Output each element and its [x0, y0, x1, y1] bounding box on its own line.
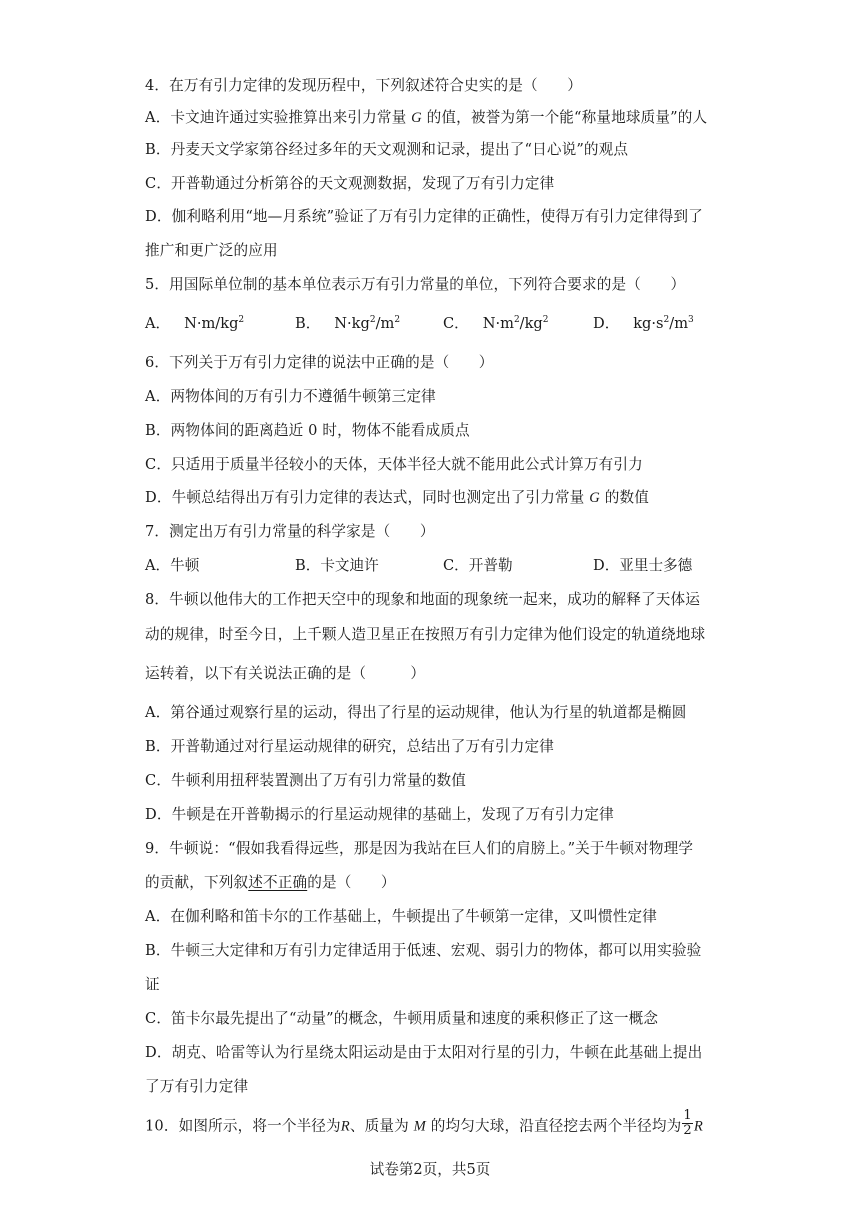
q8-option-d: D．牛顿是在开普勒揭示的行星运动规律的基础上，发现了万有引力定律 — [145, 806, 614, 823]
q9-option-b-line1: B．牛顿三大定律和万有引力定律适用于低速、宏观、弱引力的物体，都可以用实验验 — [145, 942, 702, 959]
q6-stem: 6．下列关于万有引力定律的说法中正确的是（ ） — [145, 354, 494, 371]
q4-option-b: B．丹麦天文学家第谷经过多年的天文观测和记录，提出了“日心说”的观点 — [145, 141, 629, 158]
q9-option-c: C．笛卡尔最先提出了“动量”的概念，牛顿用质量和速度的乘积修正了这一概念 — [145, 1010, 659, 1027]
q7-option-a: A．牛顿 — [145, 557, 200, 574]
q8-option-c: C．牛顿利用扭秤装置测出了万有引力常量的数值 — [145, 772, 466, 789]
q6-option-b: B．两物体间的距离趋近 0 时，物体不能看成质点 — [145, 422, 470, 439]
q4-stem: 4．在万有引力定律的发现历程中，下列叙述符合史实的是（ ） — [145, 77, 583, 94]
q9-underlined-keyword: 述不正确 — [248, 874, 308, 891]
q4-option-c: C．开普勒通过分析第谷的天文观测数据，发现了万有引力定律 — [145, 175, 555, 192]
q8-stem-line1: 8．牛顿以他伟大的工作把天空中的现象和地面的现象统一起来，成功的解释了天体运 — [145, 591, 700, 608]
q5-option-b: B． $N\cdot kg^2/m^2$ — [295, 315, 401, 332]
q10-stem: 10．如图所示，将一个半径为R、质量为 M 的均匀大球，沿直径挖去两个半径均为 $\frac{1}{2}$ R — [145, 1108, 703, 1138]
q4-option-d-line1: D．伽利略利用“地—月系统”验证了万有引力定律的正确性，使得万有引力定律得到了 — [145, 208, 703, 225]
q7-stem: 7．测定出万有引力常量的科学家是（ ） — [145, 523, 435, 540]
page-footer: 试卷第2页，共5页 — [369, 1161, 491, 1178]
q7-option-d: D．亚里士多德 — [593, 557, 693, 574]
q5-option-a: A． $N\cdot m/kg^2$ — [145, 315, 245, 332]
q9-option-b-line2: 证 — [145, 976, 160, 993]
q9-option-d-line2: 了万有引力定律 — [145, 1078, 249, 1095]
q7-option-c: C．开普勒 — [443, 557, 513, 574]
q8-stem-line3: 运转着，以下有关说法正确的是（ ） — [145, 665, 426, 682]
half-fraction: $\frac{1}{2}$ — [683, 1108, 692, 1138]
q8-option-b: B．开普勒通过对行星运动规律的研究，总结出了万有引力定律 — [145, 738, 554, 755]
q5-stem: 5．用国际单位制的基本单位表示万有引力常量的单位，下列符合要求的是（ ） — [145, 276, 686, 293]
q9-option-d-line1: D．胡克、哈雷等认为行星绕太阳运动是由于太阳对行星的引力，牛顿在此基础上提出 — [145, 1044, 703, 1061]
q7-option-b: B．卡文迪许 — [295, 557, 379, 574]
q9-option-a: A．在伽利略和笛卡尔的工作基础上，牛顿提出了牛顿第一定律，又叫惯性定律 — [145, 908, 657, 925]
q9-stem-line1: 9．牛顿说：“假如我看得远些，那是因为我站在巨人们的肩膀上。”关于牛顿对物理学 — [145, 840, 694, 857]
q4-option-d-line2: 推广和更广泛的应用 — [145, 242, 278, 259]
q5-option-d: D． $kg\cdot s^2/m^3$ — [593, 315, 694, 332]
q9-stem-line2: 的贡献，下列叙述不正确的是（ ） — [145, 874, 396, 891]
q6-option-d: D．牛顿总结得出万有引力定律的表达式，同时也测定出了引力常量 G 的数值 — [145, 489, 649, 506]
q5-option-c: C． $N\cdot m^2/kg^2$ — [443, 315, 549, 332]
q8-stem-line2: 动的规律，时至今日，上千颗人造卫星正在按照万有引力定律为他们设定的轨道绕地球 — [145, 626, 706, 643]
q4-option-a: A．卡文迪许通过实验推算出来引力常量 G 的值，被誉为第一个能“称量地球质量”的人 — [145, 109, 708, 126]
q6-option-a: A．两物体间的万有引力不遵循牛顿第三定律 — [145, 388, 436, 405]
q6-option-c: C．只适用于质量半径较小的天体，天体半径大就不能用此公式计算万有引力 — [145, 456, 643, 473]
q8-option-a: A．第谷通过观察行星的运动，得出了行星的运动规律，他认为行星的轨道都是椭圆 — [145, 704, 687, 721]
